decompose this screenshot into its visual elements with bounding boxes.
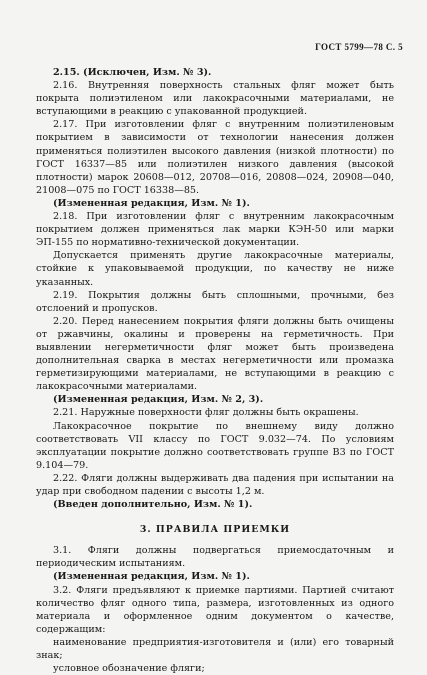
list-item: наименование предприятия-изготовителя и (или) его товарный знак; — [36, 636, 394, 662]
clause-2-17: 2.17. При изготовлении фляг с внутренним полиэтиленовым покрытием в зависимости от технологии нанесения должен применяться полиэтилен высокого давления (низкой плотности) по ГОСТ 16337—85 или полиэтилен низкого давления (высокой плотности) марок 20608—012, 20708—016, 20808—024, 20908—040, 21008—075 по ГОСТ 16338—85. — [36, 119, 394, 196]
amendment-note: (Измененная редакция, Изм. № 2, 3). — [53, 394, 264, 406]
clause-2-19: 2.19. Покрытия должны быть сплошными, прочными, без отслоений и пропусков. — [36, 289, 394, 314]
page-header: ГОСТ 5799—78 С. 5 — [315, 42, 403, 52]
clause-2-18: 2.18. При изготовлении фляг с внутренним лакокрасочным покрытием должен применяться лак марки КЭН-50 или марки ЭП-155 по нормативно-технической документации. — [36, 211, 394, 249]
document-body — [36, 66, 394, 675]
clause-2-21: 2.21. Наружные поверхности фляг должны быть окрашены. — [53, 407, 359, 419]
section-title: 3. ПРАВИЛА ПРИЕМКИ — [139, 524, 291, 536]
clause-2-16: 2.16. Внутренняя поверхность стальных фляг может быть покрыта полиэтиленом или лакокрасочными материалами, не вступающими в реакцию с упакованной продукцией. — [36, 80, 394, 118]
clause-2-15: 2.15. (Исключен, Изм. № 3). — [53, 67, 212, 78]
amendment-note: (Измененная редакция, Изм. № 1). — [53, 571, 250, 583]
clause-2-21-note: Лакокрасочное покрытие по внешнему виду должно соответствовать VII классу по ГОСТ 9.032—74. По условиям эксплуатации покрытие должно соответствовать группе В3 по ГОСТ 9.104—79. — [36, 420, 394, 471]
clause-2-18-note: Допускается применять другие лакокрасочные материалы, стойкие к упаковываемой продукции, по качеству не ниже указанных. — [36, 250, 394, 288]
list-item: условное обозначение фляги; — [53, 663, 205, 675]
amendment-note: (Измененная редакция, Изм. № 1). — [53, 197, 250, 209]
clause-2-20: 2.20. Перед нанесением покрытия фляги должны быть очищены от ржавчины, окалины и проверены на герметичность. При выявлении негерметичности фляг может быть произведена дополнительная сварка в местах негерметичности или промазка герметизирующими материалами, не вступающими в реакцию с лакокрасочными материалами. — [36, 315, 394, 393]
clause-3-2: 3.2. Фляги предъявляют к приемке партиями. Партией считают количество фляг одного типа, размера, изготовленных из одного материала и оформленное одним документом о качестве, содержащим: — [36, 584, 394, 635]
amendment-note: (Введен дополнительно, Изм. № 1). — [53, 499, 253, 511]
clause-3-1: 3.1. Фляги должны подвергаться приемосдаточным и периодическим испытаниям. — [36, 545, 394, 570]
clause-2-22: 2.22. Фляги должны выдерживать два падения при испытании на удар при свободном падении с высоты 1,2 м. — [36, 472, 394, 497]
